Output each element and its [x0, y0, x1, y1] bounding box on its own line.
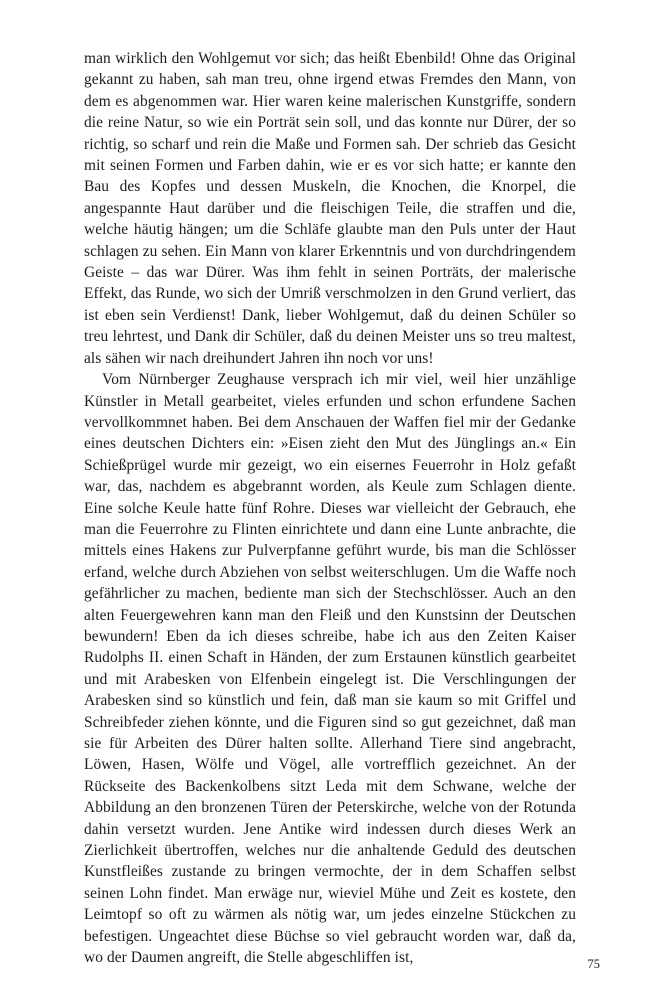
- page-number: 75: [587, 957, 600, 971]
- text-block: [84, 48, 576, 968]
- body-paragraph: man wirklich den Wohlgemut vor sich; das heißt Ebenbild! Ohne das Original gekannt zu haben, sah man treu, ohne irgend etwas Fremdes den Mann, von dem es abgenommen war. Hier waren keine malerischen Kunstgriffe, sondern die reine Natur, so wie ein Porträt sein soll, und das konnte nur Dürer, der so richtig, so scharf und rein die Maße und Formen sah. Der schrieb das Gesicht mit seinen Formen und Farben dahin, wie er es vor sich hatte; er kannte den Bau des Kopfes und dessen Muskeln, die Knochen, die Knorpel, die angespannte Haut darüber und die fleischigen Teile, die straffen und die, welche häutig hängen; um die Schläfe glaubte man den Puls unter der Haut schlagen zu sehen. Ein Mann von klarer Erkenntnis und von durchdringendem Geiste – das war Dürer. Was ihm fehlt in seinen Porträts, der malerische Effekt, das Runde, wo sich der Umriß verschmolzen in den Grund verliert, das ist eben sein Verdienst! Dank, lieber Wohlgemut, daß du deinen Schüler so treu lehrtest, und Dank dir Schüler, daß du deinen Meister uns so treu maltest, als sähen wir nach dreihundert Jahren ihn noch vor uns!: [84, 50, 576, 367]
- body-paragraph: Vom Nürnberger Zeughause versprach ich mir viel, weil hier unzählige Künstler in Metall gearbeitet, vieles erfunden und schon erfundene Sachen vervollkommnet haben. Bei dem Anschauen der Waffen fiel mir der Gedanke eines deutschen Dichters ein: »Eisen zieht den Mut des Jünglings an.« Ein Schießprügel wurde mir gezeigt, wo ein eisernes Feuerrohr in Holz gefaßt war, das, nachdem es abgebrannt worden, als Keule zum Schlagen diente. Eine solche Keule hatte fünf Rohre. Dieses war vielleicht der Gebrauch, ehe man die Feuerrohre zu Flinten einrichtete und dann eine Lunte anbrachte, die mittels eines Hakens zur Pulverpfanne geführt wurde, bis man die Schlösser erfand, welche durch Abziehen von selbst weiterschlugen. Um die Waffe noch gefährlicher zu machen, bediente man sich der Stechschlösser. Auch an den alten Feuergewehren kann man den Fleiß und den Kunstsinn der Deutschen bewundern! Eben da ich dieses schreibe, habe ich aus den Zeiten Kaiser Rudolphs II. einen Schaft in Händen, der zum Erstaunen künstlich gearbeitet und mit Arabesken von Elfenbein eingelegt ist. Die Verschlingungen der Arabesken sind so künstlich und fein, daß man sie kaum so mit Griffel und Schreibfeder ziehen könnte, und die Figuren sind so gut gezeichnet, daß man sie für Arbeiten des Dürer halten sollte. Allerhand Tiere sind angebracht, Löwen, Hasen, Wölfe und Vögel, alle vortrefflich gezeichnet. An der Rückseite des Backenkolbens sitzt Leda mit dem Schwane, welche der Abbildung an den bronzenen Türen der Peterskirche, welche von der Rotunda dahin versetzt wurden. Jene Antike wird indessen durch dieses Werk an Zierlichkeit übertroffen, welches nur die anhaltende Geduld des deutschen Kunstfleißes zustande zu bringen vermochte, der in dem Schaffen selbst seinen Lohn findet. Man erwäge nur, wieviel Mühe und Zeit es kostete, den Leimtopf so oft zu wärmen als nötig war, um jedes einzelne Stückchen zu befestigen. Ungeachtet diese Büchse so viel gebraucht worden war, daß da, wo der Daumen angreift, die Stelle abgeschliffen ist,: [84, 371, 576, 967]
